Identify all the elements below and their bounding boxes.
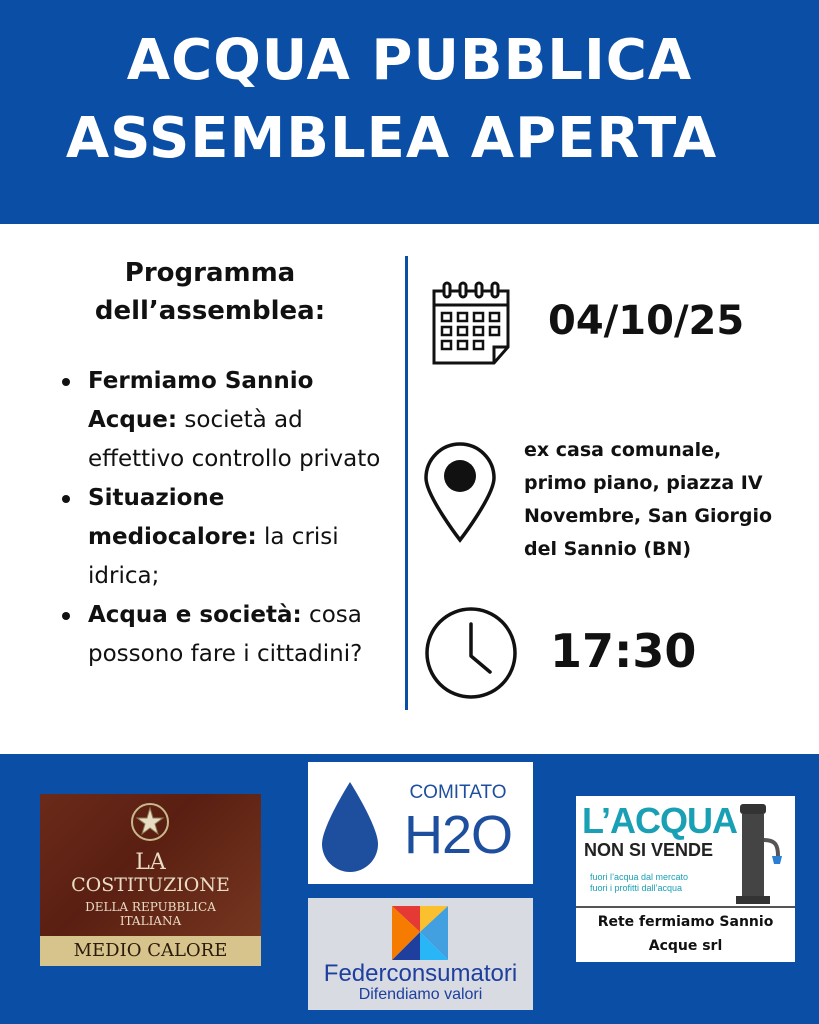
federconsumatori-mark-icon [390,904,450,962]
title-line-1: ACQUA PUBBLICA [126,28,693,93]
main-content [0,224,819,754]
program-title-line-1: Programma [124,258,296,288]
federconsumatori-name: Federconsumatori [323,960,518,987]
event-location [524,434,814,566]
program-title-line-2: dell’assemblea: [94,296,326,326]
calendar-icon [430,279,512,369]
water-drop-icon [318,780,382,874]
program-item [60,479,390,596]
program-list [60,362,390,674]
medio-calore-logo [40,794,261,966]
clock-icon [424,606,518,700]
program-title [60,254,360,330]
program-item-text: società ad effettivo controllo privato [88,407,381,472]
location-line-1: ex casa comunale, [524,439,722,461]
logos-footer [0,754,819,1024]
program-item-bold: Fermiamo Sannio Acque: [88,368,314,433]
nsv-caption-line-2: Acque srl [648,938,723,954]
acqua-non-si-vende-logo [576,796,795,962]
comitato-label: COMITATO [409,782,507,803]
title-line-2: ASSEMBLEA APERTA [65,106,718,171]
nsv-line-2: NON SI VENDE [584,840,714,860]
comitato-h2o-logo [308,762,533,884]
location-line-2: primo piano, piazza IV [524,472,763,494]
program-item [60,596,390,674]
book-line-3: DELLA REPUBBLICA [85,900,216,914]
event-date: 04/10/25 [548,298,745,344]
nsv-caption [576,910,795,958]
program-item [60,362,390,479]
location-line-4: del Sannio (BN) [524,538,692,560]
nsv-line-1: L’ACQUA [582,800,737,841]
map-pin-icon [422,440,498,544]
vertical-divider [405,256,408,710]
book-line-1: LA [135,850,166,875]
nsv-line-3: fuori l’acqua dal mercato [590,872,689,882]
program-item-bold: Situazione mediocalore: [88,485,257,550]
italian-emblem-icon [128,800,172,846]
federconsumatori-logo [308,898,533,1010]
event-time: 17:30 [550,624,697,678]
location-line-3: Novembre, San Giorgio [524,505,773,527]
federconsumatori-tagline: Difendiamo valori [358,986,483,1003]
fountain-icon [726,800,790,906]
header-banner [0,0,819,224]
book-line-4: ITALIANA [119,914,182,928]
program-item-text: cosa possono fare i cittadini? [88,602,363,667]
medio-calore-band: MEDIO CALORE [40,936,261,966]
nsv-caption-line-1: Rete fermiamo Sannio [597,914,774,930]
program-item-text: la crisi idrica; [88,524,339,589]
h2o-label: H2O [403,805,513,865]
nsv-divider [576,906,795,908]
nsv-line-4: fuori i profitti dall’acqua [590,883,683,893]
program-item-bold: Acqua e società: [88,602,302,628]
book-line-2: COSTITUZIONE [71,874,230,896]
